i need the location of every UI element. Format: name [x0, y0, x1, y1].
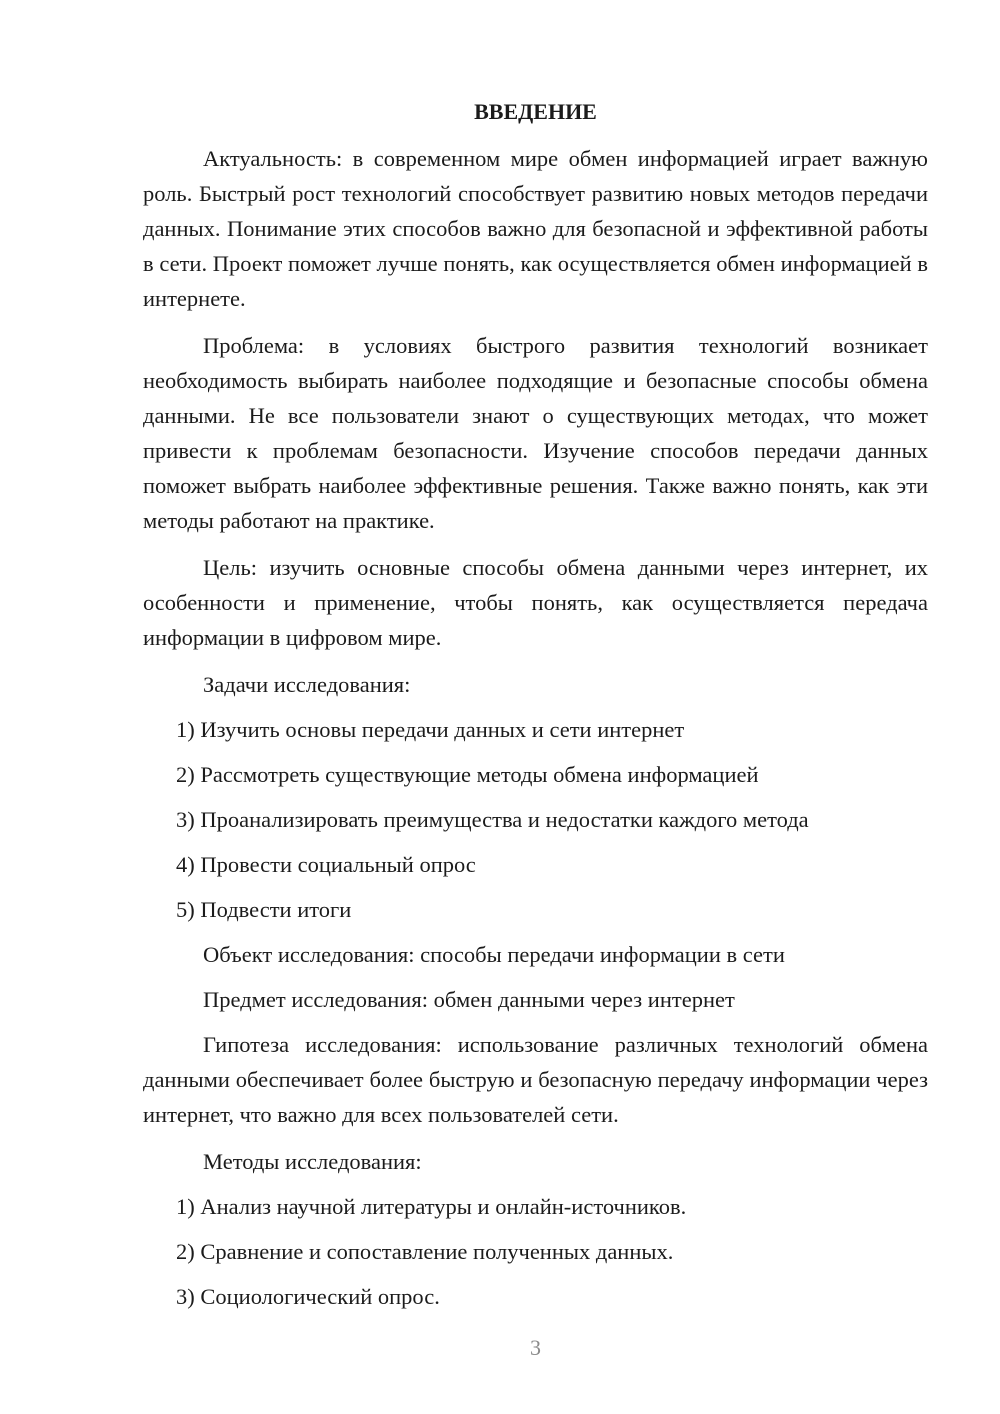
- list-item: 3) Социологический опрос.: [176, 1284, 440, 1309]
- page-number: 3: [530, 1335, 541, 1360]
- list-item: 4) Провести социальный опрос: [176, 852, 476, 877]
- list-item: 3) Проанализировать преимущества и недостатки каждого метода: [176, 807, 809, 832]
- list-item: 5) Подвести итоги: [176, 897, 352, 922]
- relevance-paragraph: Актуальность: в современном мире обмен информацией играет важную роль. Быстрый рост технологий способствует развитию новых методов передачи данных. Понимание этих способов важно для безопасной и эффективной работы в сети. Проект поможет лучше понять, как осуществляется обмен информацией в интернете.: [143, 146, 928, 311]
- list-item: 1) Изучить основы передачи данных и сети интернет: [176, 717, 685, 742]
- methods-list: [143, 1189, 928, 1314]
- object-line: Объект исследования: способы передачи информации в сети: [203, 942, 785, 967]
- methods-heading: Методы исследования:: [203, 1149, 422, 1174]
- subject-line: Предмет исследования: обмен данными через интернет: [203, 987, 735, 1012]
- list-item: 2) Рассмотреть существующие методы обмена информацией: [176, 762, 759, 787]
- list-item: 2) Сравнение и сопоставление полученных данных.: [176, 1239, 674, 1264]
- goal-paragraph: Цель: изучить основные способы обмена данными через интернет, их особенности и применение, чтобы понять, как осуществляется передача информации в цифровом мире.: [143, 555, 928, 650]
- tasks-list: [143, 712, 928, 927]
- page-title: ВВЕДЕНИЕ: [474, 99, 597, 124]
- list-item: 1) Анализ научной литературы и онлайн-источников.: [176, 1194, 687, 1219]
- tasks-heading: Задачи исследования:: [203, 672, 411, 697]
- problem-paragraph: Проблема: в условиях быстрого развития технологий возникает необходимость выбирать наиболее подходящие и безопасные способы обмена данными. Не все пользователи знают о существующих методах, что может привести к проблемам безопасности. Изучение способов передачи данных поможет выбрать наиболее эффективные решения. Также важно понять, как эти методы работают на практике.: [143, 333, 928, 533]
- hypothesis-paragraph: Гипотеза исследования: использование различных технологий обмена данными обеспечивает более быструю и безопасную передачу информации через интернет, что важно для всех пользователей сети.: [143, 1032, 928, 1127]
